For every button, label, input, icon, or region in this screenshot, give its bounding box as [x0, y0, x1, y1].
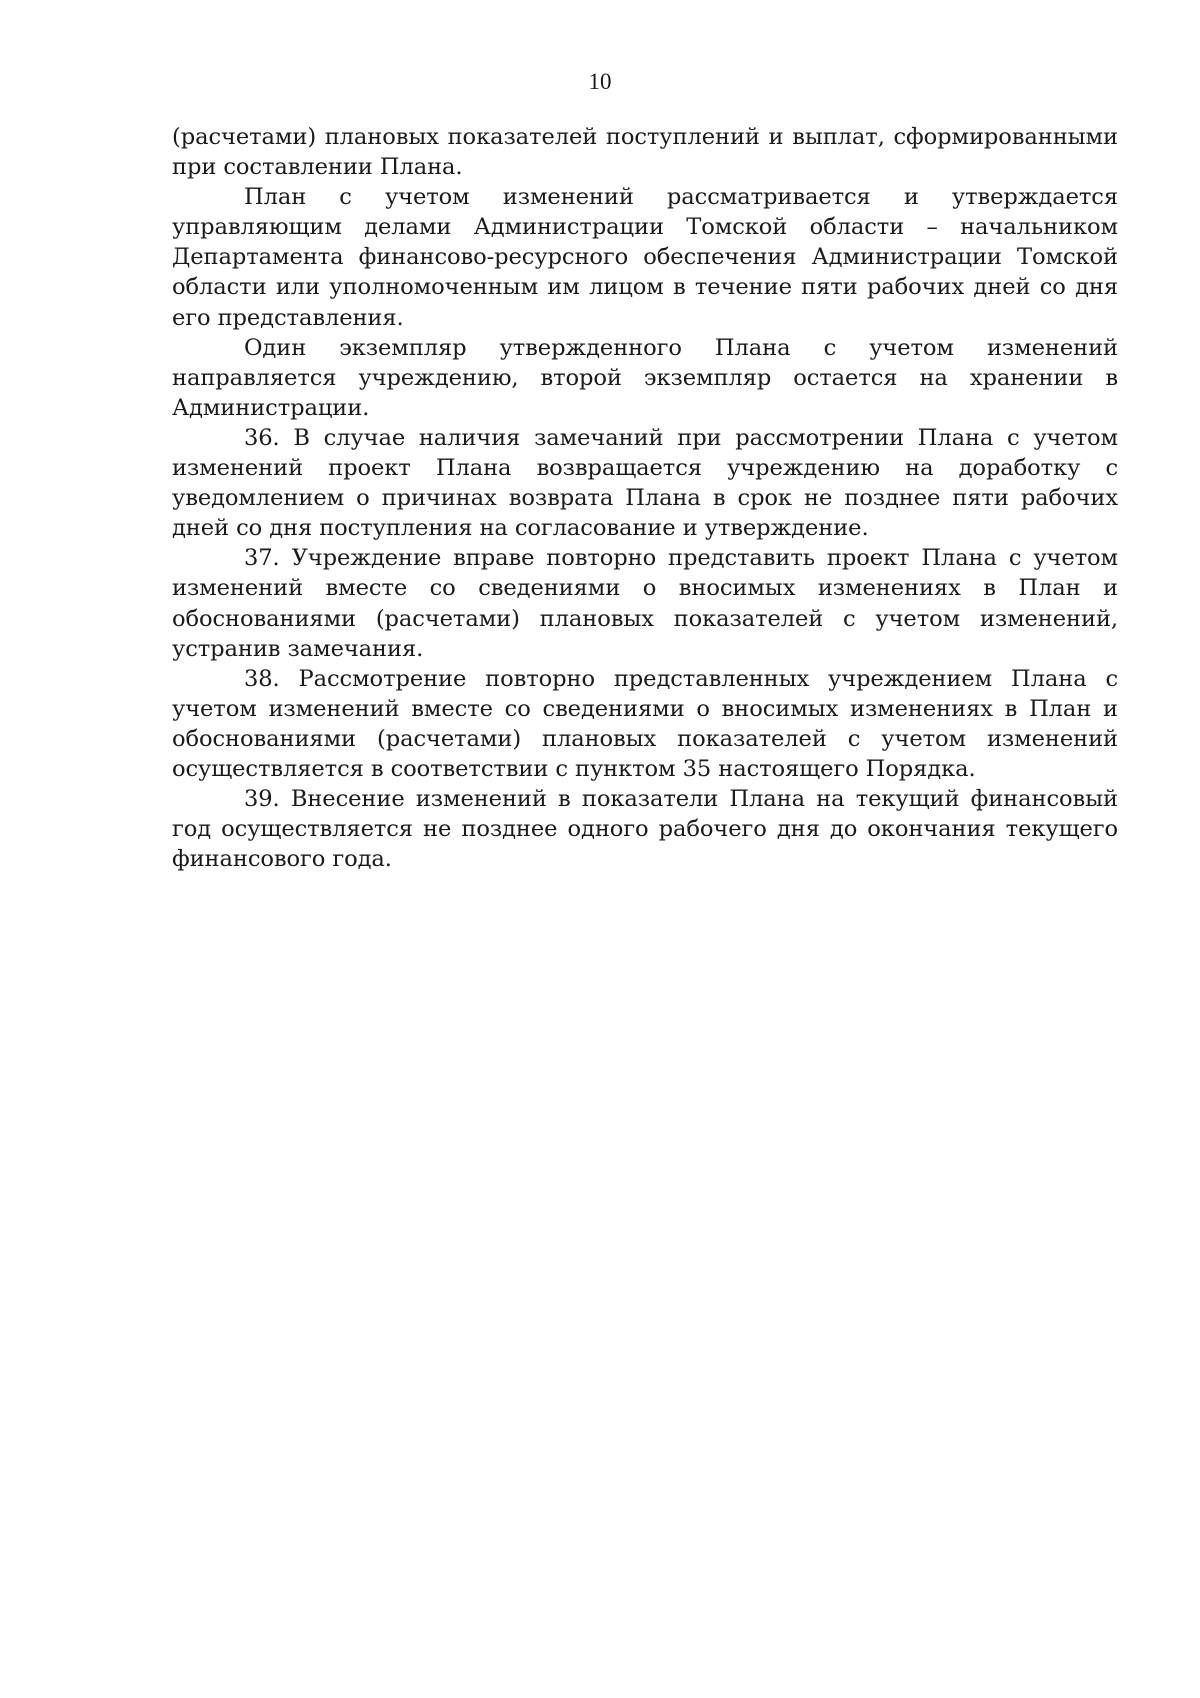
paragraph-item-37: 37. Учреждение вправе повторно представить проект Плана с учетом изменений вместе со сведениями о вносимых изменениях в План и обоснованиями (расчетами) плановых показателей с учетом изменений, устранив замечания. — [172, 545, 1118, 662]
document-body — [172, 122, 1118, 874]
page-number: 10 — [588, 69, 612, 94]
paragraph-item-38: 38. Рассмотрение повторно представленных учреждением Плана с учетом изменений вместе со сведениями о вносимых изменениях в План и обоснованиями (расчетами) плановых показателей с учетом изменений осуществляется в соответствии с пунктом 35 настоящего Порядка. — [172, 665, 1118, 782]
paragraph-item-36: 36. В случае наличия замечаний при рассмотрении Плана с учетом изменений проект Плана возвращается учреждению на доработку с уведомлением о причинах возврата Плана в срок не позднее пяти рабочих дней со дня поступления на согласование и утверждение. — [172, 424, 1118, 542]
paragraph-item-39: 39. Внесение изменений в показатели Плана на текущий финансовый год осуществляется не позднее одного рабочего дня до окончания текущего финансового года. — [172, 786, 1118, 873]
paragraph-continuation: (расчетами) плановых показателей поступлений и выплат, сформированными при составлении Плана. — [172, 124, 1118, 181]
paragraph-plan-approval: План с учетом изменений рассматривается и утверждается управляющим делами Администрации Томской области – начальником Департамента финансово-ресурсного обеспечения Администрации Томской области или уполномоченным им лицом в течение пяти рабочих дней со дня его представления. — [172, 184, 1118, 331]
paragraph-plan-copies: Один экземпляр утвержденного Плана с учетом изменений направляется учреждению, второй экземпляр остается на хранении в Администрации. — [172, 334, 1118, 421]
